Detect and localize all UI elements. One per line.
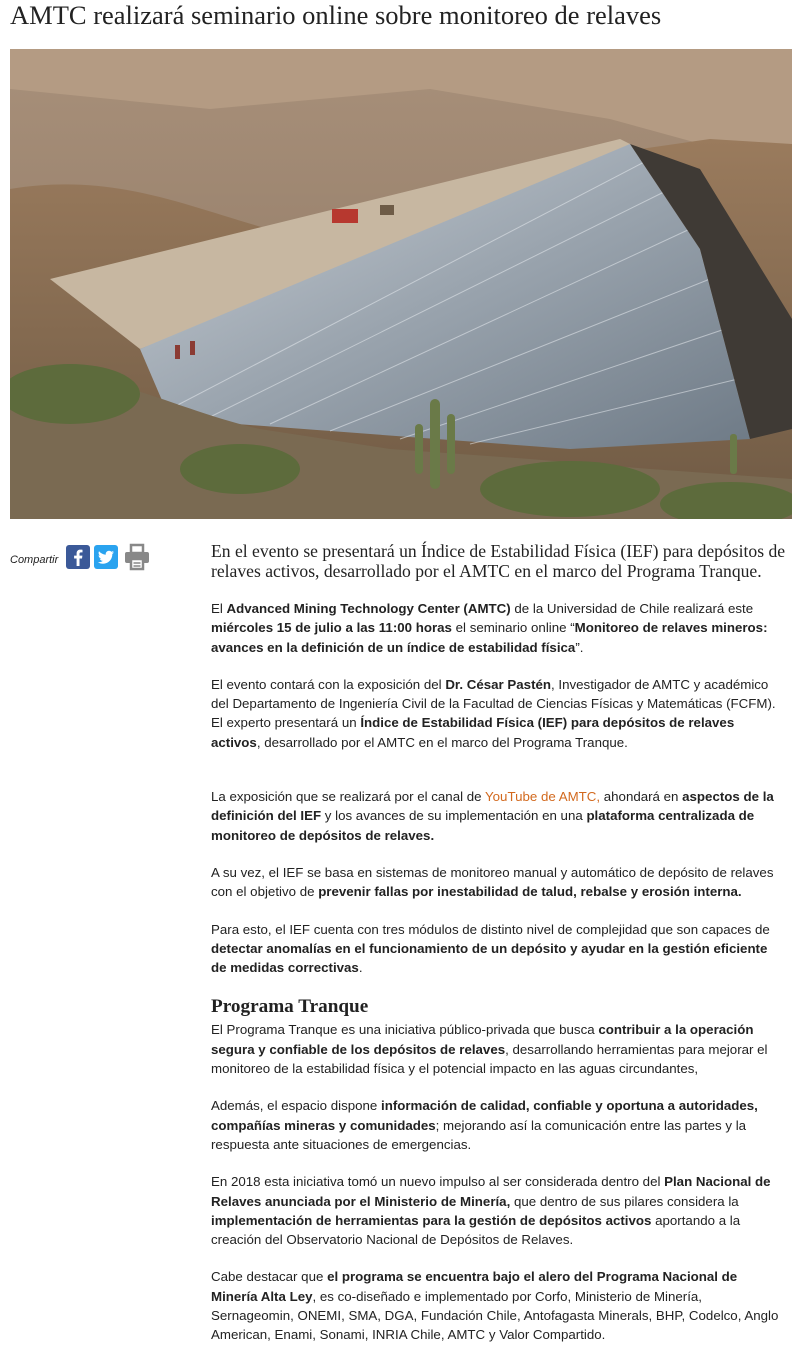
print-icon — [123, 543, 151, 571]
paragraph-plan: En 2018 esta iniciativa tomó un nuevo impulso al ser considerada dentro del Plan Nacional de Relaves anunciada por el Ministerio de Minería, que dentro de sus pilares considera la implementación de herramientas para la gestión de depósitos activos aportando a la creación del Observatorio Nacional de Depósitos de Relaves. — [211, 1174, 771, 1248]
paragraph-modules: Para esto, el IEF cuenta con tres módulos de distinto nivel de complejidad que son capaces de detectar anomalías en el funcionamiento de un depósito y ayudar en la gestión eficiente de medidas correctivas. — [211, 921, 770, 976]
article-lead: En el evento se presentará un Índice de Estabilidad Física (IEF) para depósitos de relaves activos, desarrollado por el AMTC en el marco del Programa Tranque. — [211, 541, 786, 581]
twitter-icon — [97, 549, 115, 565]
paragraph-program: El Programa Tranque es una iniciativa público-privada que busca contribuir a la operación segura y confiable de los depósitos de relaves, desarrollando herramientas para mejorar el monitoreo de la estabilidad física y el potencial impacto en las aguas circundantes, — [211, 1022, 768, 1077]
paragraph-youtube: La exposición que se realizará por el canal de YouTube de AMTC, ahondará en aspectos de la definición del IEF y los avances de su implementación en una plataforma centralizada de monitoreo de depósitos de relaves. — [211, 789, 774, 843]
paragraph-information: Además, el espacio dispone información de calidad, confiable y oportuna a autoridades, compañías mineras y comunidades; mejorando así la comunicación entre las partes y la respuesta ante situaciones de emergencias. — [211, 1098, 758, 1152]
paragraph-partners: Cabe destacar que el programa se encuentra bajo el alero del Programa Nacional de Minería Alta Ley, es co-diseñado e implementado por Corfo, Ministerio de Minería, Sernageomin, ONEMI, SMA, DGA, Fundación Chile, Antofagasta Minerals, BHP, Codelco, Anglo American, Enami, Sonami, INRIA Chile, AMTC y Valor Compartido. — [211, 1269, 779, 1343]
paragraph-announcement: El Advanced Mining Technology Center (AMTC) de la Universidad de Chile realizará este miércoles 15 de julio a las 11:00 horas el seminario online “Monitoreo de relaves mineros: avances en la definición de un índice de estabilidad física”. — [211, 601, 768, 655]
print-button[interactable] — [122, 545, 152, 569]
paragraph-monitoring: A su vez, el IEF se basa en sistemas de monitoreo manual y automático de depósito de relaves con el objetivo de prevenir fallas por inestabilidad de talud, rebalse y erosión interna. — [211, 864, 774, 900]
section-heading: Programa Tranque — [211, 996, 369, 1018]
paragraph-speaker: El evento contará con la exposición del Dr. César Pastén, Investigador de AMTC y académico del Departamento de Ingeniería Civil de la Facultad de Ciencias Físicas y Matemáticas (FCFM). El experto presentará un Índice de Estabilidad Física (IEF) para depósitos de relaves activos, desarrollado por el AMTC en el marco del Programa Tranque. — [211, 676, 776, 750]
tailings-dam-photo — [10, 49, 792, 519]
article-title: AMTC realizará seminario online sobre monitoreo de relaves — [10, 0, 662, 30]
twitter-share-button[interactable] — [94, 545, 118, 569]
facebook-share-button[interactable] — [66, 545, 90, 569]
hero-image — [10, 49, 792, 519]
share-bar — [10, 545, 152, 569]
facebook-icon — [70, 548, 86, 566]
share-label: Compartir — [10, 554, 59, 566]
youtube-link[interactable]: YouTube de AMTC, — [485, 789, 601, 805]
article-body — [211, 541, 786, 1363]
